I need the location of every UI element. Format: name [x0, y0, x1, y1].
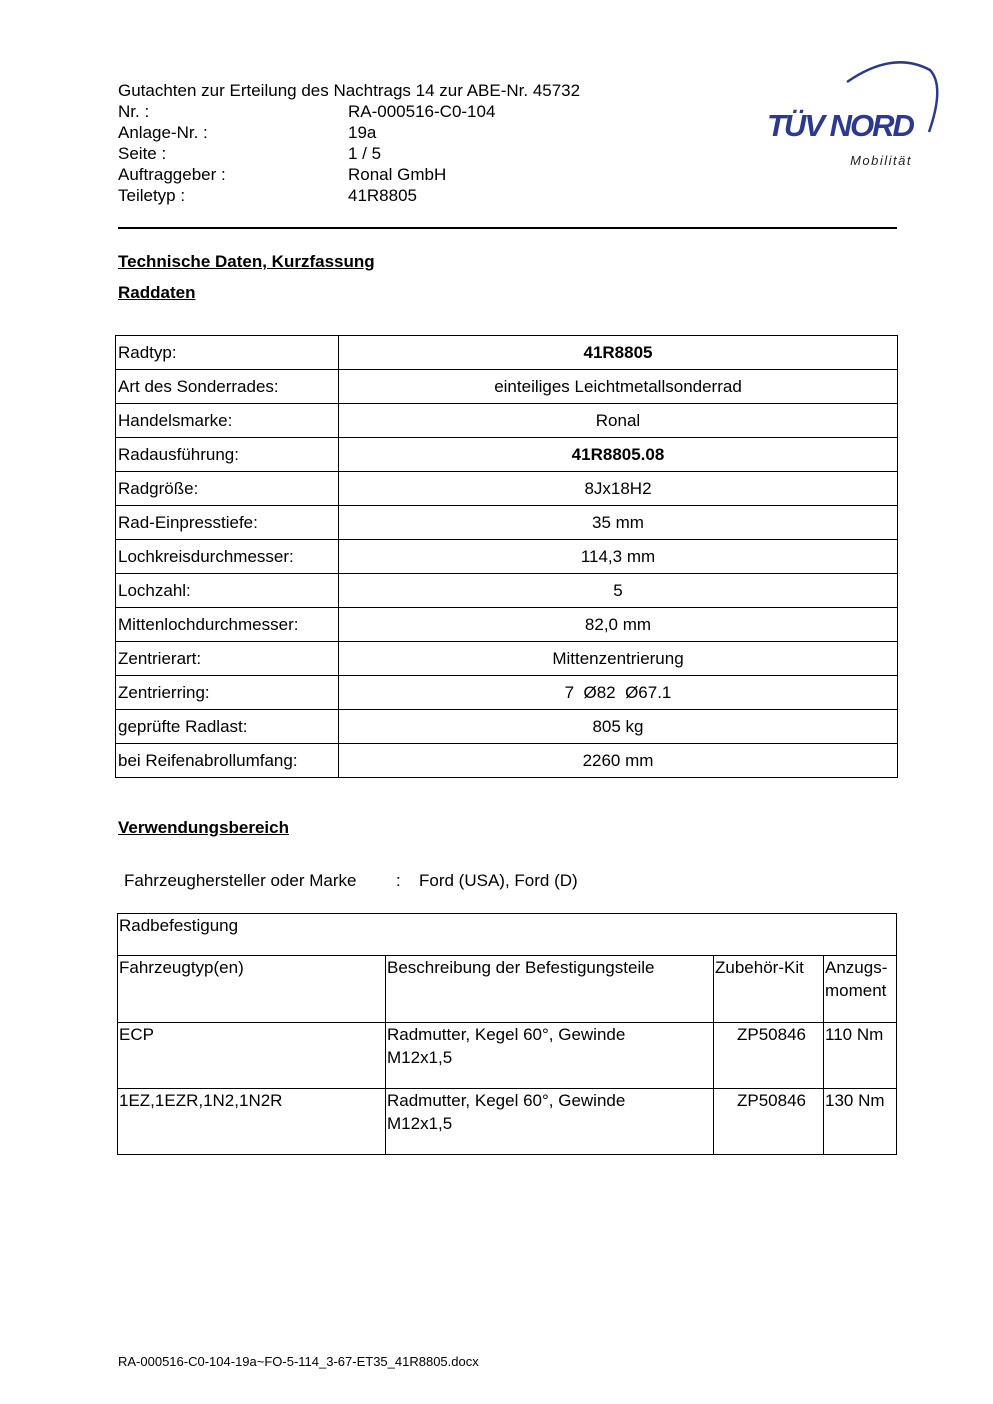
accessory-kit: ZP50846 — [714, 1089, 824, 1155]
row-label: Radausführung: — [116, 438, 339, 472]
header-divider — [118, 227, 897, 229]
header-label: Seite : — [118, 144, 167, 163]
maker-separator: : — [396, 871, 401, 890]
header-label: Auftraggeber : — [118, 165, 226, 184]
table-row — [116, 574, 898, 608]
header-row-anlage — [118, 122, 580, 143]
mounting-title: Radbefestigung — [118, 914, 897, 956]
torque: 130 Nm — [824, 1089, 897, 1155]
table-title-row — [118, 914, 897, 956]
row-label: Lochzahl: — [116, 574, 339, 608]
footer-filename: RA-000516-C0-104-19a~FO-5-114_3-67-ET35_41R8805.docx — [118, 1354, 479, 1369]
row-value: Ronal — [339, 404, 898, 438]
row-value: 2260 mm — [339, 744, 898, 778]
header-torque-line-2: moment — [825, 981, 887, 1000]
header-value: Ronal GmbH — [348, 165, 447, 184]
row-label: Rad-Einpresstiefe: — [116, 506, 339, 540]
description-line-2: M12x1,5 — [387, 1114, 453, 1133]
header-value: RA-000516-C0-104 — [348, 102, 496, 121]
row-label: Radtyp: — [116, 336, 339, 370]
header-row-auftraggeber — [118, 164, 580, 185]
row-label: Zentrierart: — [116, 642, 339, 676]
maker-value: Ford (USA), Ford (D) — [419, 871, 578, 890]
header-row-nr — [118, 101, 580, 122]
logo-brand: TÜV NORD — [767, 108, 913, 143]
row-value: 7 Ø82 Ø67.1 — [339, 676, 898, 710]
table-row — [116, 472, 898, 506]
table-row — [116, 642, 898, 676]
row-label: bei Reifenabrollumfang: — [116, 744, 339, 778]
row-label: Mittenlochdurchmesser: — [116, 608, 339, 642]
row-value: 8Jx18H2 — [339, 472, 898, 506]
row-value: Mittenzentrierung — [339, 642, 898, 676]
row-label: Handelsmarke: — [116, 404, 339, 438]
table-row — [116, 438, 898, 472]
description-line-1: Radmutter, Kegel 60°, Gewinde — [387, 1091, 626, 1110]
vehicle-maker-line — [124, 871, 578, 891]
header-value: 19a — [348, 123, 377, 142]
header-row-teiletyp — [118, 185, 580, 206]
row-value: 82,0 mm — [339, 608, 898, 642]
table-row — [116, 608, 898, 642]
header-label: Nr. : — [118, 102, 150, 121]
description-line-2: M12x1,5 — [387, 1048, 453, 1067]
table-row — [116, 370, 898, 404]
row-value: 41R8805.08 — [339, 438, 898, 472]
row-value: 41R8805 — [339, 336, 898, 370]
fastener-description — [386, 1089, 714, 1155]
header-value: 41R8805 — [348, 186, 418, 205]
header-row-seite — [118, 143, 580, 164]
report-title: Gutachten zur Erteilung des Nachtrags 14 zur ABE-Nr. 45732 — [118, 81, 581, 100]
logo-subtitle: Mobilität — [850, 153, 912, 168]
row-value: 805 kg — [339, 710, 898, 744]
row-value: 114,3 mm — [339, 540, 898, 574]
tuev-nord-logo-graphic — [765, 58, 945, 173]
table-row — [118, 1023, 897, 1089]
row-value: 35 mm — [339, 506, 898, 540]
header-label: Teiletyp : — [118, 186, 186, 205]
table-row — [116, 336, 898, 370]
wheel-mounting-table — [117, 913, 897, 1155]
section-scope: Verwendungsbereich — [118, 818, 289, 837]
header-torque — [824, 956, 897, 1023]
table-row — [116, 676, 898, 710]
header-vehicle-types: Fahrzeugtyp(en) — [118, 956, 386, 1023]
header-value: 1 / 5 — [348, 144, 382, 163]
tuev-nord-logo — [765, 58, 945, 173]
vehicle-types: 1EZ,1EZR,1N2,1N2R — [118, 1089, 386, 1155]
header-description: Beschreibung der Befestigungsteile — [386, 956, 714, 1023]
row-value: einteiliges Leichtmetallsonderrad — [339, 370, 898, 404]
table-row — [118, 1089, 897, 1155]
description-line-1: Radmutter, Kegel 60°, Gewinde — [387, 1025, 626, 1044]
document-header — [118, 80, 580, 206]
row-label: Art des Sonderrades: — [116, 370, 339, 404]
row-label: Radgröße: — [116, 472, 339, 506]
wheel-data-table — [115, 335, 898, 778]
table-row — [116, 710, 898, 744]
header-torque-line-1: Anzugs- — [825, 958, 888, 977]
row-label: Lochkreisdurchmesser: — [116, 540, 339, 574]
accessory-kit: ZP50846 — [714, 1023, 824, 1089]
row-label: geprüfte Radlast: — [116, 710, 339, 744]
row-label: Zentrierring: — [116, 676, 339, 710]
table-row — [116, 744, 898, 778]
maker-label: Fahrzeughersteller oder Marke — [124, 871, 357, 890]
section-technical-data: Technische Daten, Kurzfassung — [118, 252, 375, 271]
fastener-description — [386, 1023, 714, 1089]
table-row — [116, 404, 898, 438]
table-row — [116, 506, 898, 540]
table-header-row — [118, 956, 897, 1023]
table-row — [116, 540, 898, 574]
row-value: 5 — [339, 574, 898, 608]
section-wheel-data: Raddaten — [118, 283, 196, 302]
header-accessory-kit: Zubehör-Kit — [714, 956, 824, 1023]
vehicle-types: ECP — [118, 1023, 386, 1089]
torque: 110 Nm — [824, 1023, 897, 1089]
header-label: Anlage-Nr. : — [118, 123, 208, 142]
